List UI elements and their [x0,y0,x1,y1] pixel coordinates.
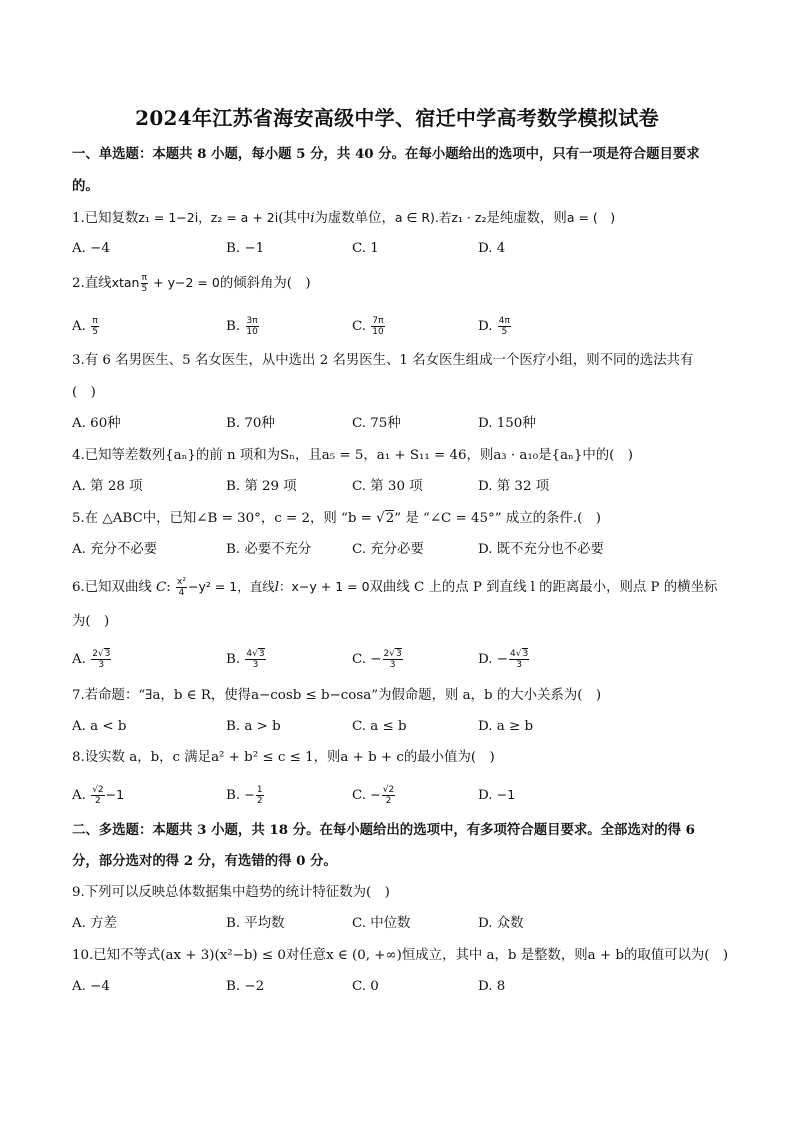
q2-opt-d-label: D. [478,319,497,334]
q3-option-a: A. 60种 [72,416,121,431]
q2-opt-a-den: 5 [92,327,98,337]
q2-expr-b: + y−2 = 0 [149,275,220,290]
q1-option-c: C. 1 [352,241,379,256]
q2-opt-c-num: 7π [372,316,384,326]
q8-opt-d-label: D. [478,788,497,803]
question-9-stem: 9.下列可以反映总体数据集中趋势的统计特征数为( ) [72,885,390,900]
question-2-stem [72,273,311,294]
section2-text-cont: 分，部分选对的得 2 分，有选错的得 0 分。 [72,853,337,869]
q6-opt-c-den: 3 [389,660,396,670]
q6-option-c [352,649,404,670]
q1-option-b: B. −1 [226,241,265,256]
q1-option-d: D. 4 [478,241,506,256]
q6-opt-a-coef: 2 [92,649,98,659]
q6-opt-c-num: 2√3 [383,649,402,659]
q8-opt-c-frac [382,785,395,806]
q6-opt-d-sign: − [496,652,509,667]
q8-option-a [72,785,124,806]
q8-opt-b-num: 1 [256,785,263,795]
q8-opt-b-frac [256,785,264,806]
q6-opt-c-label: C. [352,652,371,667]
q8-opt-a-den: 2 [95,796,101,806]
q1-ask: a = ( ) [566,210,616,225]
q10-option-a: A. −4 [72,979,110,994]
q8-opt-d-tail: −1 [496,787,516,802]
q3-option-c: C. 75种 [352,416,401,431]
q6-text-b: 双曲线 C 上的点 P 到直线 l 的距离最小，则点 P 的横坐标 [369,580,718,595]
section1-text-cont: 的。 [72,178,99,194]
q5-sqrt: √2 [376,511,395,526]
q6-opt-d-den: 3 [516,660,522,670]
q6-opt-b-label: B. [226,652,245,667]
q8-opt-c-num: √2 [382,785,395,795]
q6-line-name: l [274,580,280,595]
q6-opt-a-label: A. [72,652,91,667]
q6-opt-a-rad: 3 [104,649,111,659]
q8-opt-b-label: B. [226,788,245,803]
q1-i-var: i [310,211,315,226]
q2-expr-a: xtan [111,275,140,290]
q2-opt-b-den: 10 [246,327,258,337]
q5-text-a: 5.在 △ABC中，已知∠B = 30°，c = 2，则 “b = [72,511,377,526]
q7-option-c: C. a ≤ b [352,719,407,734]
q8-opt-a-frac [91,785,104,806]
section1-text: 本题共 8 小题，每小题 5 分，共 40 分。在每小题给出的选项中，只有一项是符合题目要求 [152,146,700,162]
q6-opt-a-frac [91,649,111,670]
q6-expr: −y² = 1，直线 [187,579,275,594]
q6-expr2: ：x−y + 1 = 0 [279,579,370,594]
q6-opt-b-num: 4√3 [246,649,265,659]
q10-option-c: C. 0 [352,979,379,994]
q9-option-b: B. 平均数 [226,916,285,931]
q6-option-a [72,649,112,670]
q6-option-d [478,649,530,670]
q4-option-d: D. 第 32 项 [478,479,550,494]
q6-option-b [226,649,267,670]
q8-opt-a-tail: −1 [105,787,125,802]
q2-opt-b-num: 3π [246,316,258,326]
q6-opt-b-coef: 4 [246,649,253,659]
q9-option-a: A. 方差 [72,916,117,931]
q8-option-b [226,785,265,806]
q5-option-c: C. 充分必要 [352,542,424,557]
q1-condition: a ∈ R).若z₁ · z₂ [394,210,487,225]
q8-opt-c-sign: − [370,787,381,802]
q7-option-d: D. a ≥ b [478,719,534,734]
q8-opt-c-label: C. [352,788,371,803]
question-3-stem: 3.有 6 名男医生、5 名女医生，从中选出 2 名男医生、1 名女医生组成一个医疗小组，则不同的选法共有 [72,353,694,368]
q2-opt-a-num: π [92,316,98,326]
q6-text-a: 6.已知双曲线 [72,580,156,595]
q2-opt-a-label: A. [72,319,91,334]
q8-opt-a-num: √2 [92,785,104,795]
question-6-stem: 6.已知双曲线 C: $\frac{\text{x²}}{4}$ −y² = 1，直线l：x−y + 1 = 0双曲线 C 上的点 P 到直线 l 的距离最小，则点 P 的横坐标 [72,577,718,598]
q2-opt-c-label: C. [352,319,371,334]
q9-option-d: D. 众数 [478,916,524,931]
question-6-stem-cont: 为( ) [72,614,110,629]
question-3-stem-cont: ( ) [72,385,96,400]
q2-option-c [352,316,386,337]
q4-option-a: A. 第 28 项 [72,479,143,494]
q4-option-b: B. 第 29 项 [226,479,297,494]
question-8-stem: 8.设实数 a，b，c 满足a² + b² ≤ c ≤ 1，则a + b + c的最小值为( ) [72,750,495,765]
q2-frac-num: π [141,273,148,283]
q1-option-a: A. −4 [72,241,110,256]
q5-option-d: D. 既不充分也不必要 [478,542,604,557]
section1-intro [72,144,700,165]
q1-text-d: 是纯虚数，则 [486,211,567,226]
q6-opt-d-label: D. [478,652,497,667]
q3-option-d: D. 150种 [478,416,536,431]
q6-opt-c-coef: 2 [383,649,390,659]
q6-opt-c-sign: − [370,652,382,667]
q1-text-c: 为虚数单位， [314,211,395,226]
q6-fraction [176,577,187,598]
q3-option-b: B. 70种 [226,416,275,431]
q8-opt-c-den: 2 [385,796,392,806]
q8-option-c [352,785,396,806]
q9-option-c: C. 中位数 [352,916,411,931]
q7-option-a: A. a < b [72,719,127,734]
q2-opt-b-frac [245,316,258,337]
q2-opt-b-label: B. [226,319,245,334]
q5-sqrt-radicand: 2 [385,511,395,526]
question-4-stem: 4.已知等差数列{aₙ}的前 n 项和为Sₙ，且a₅ = 5，a₁ + S₁₁ = 46，则a₃ · a₁₀是{aₙ}中的( ) [72,448,633,463]
q6-opt-d-coef: 4 [510,649,516,659]
q6-opt-a-den: 3 [98,660,105,670]
q6-frac-num: x² [177,577,186,587]
question-5-stem [72,509,601,529]
q5-option-a: A. 充分不必要 [72,542,158,557]
section2-intro [72,820,695,841]
question-10-stem: 10.已知不等式(ax + 3)(x²−b) ≤ 0对任意x ∈ (0, +∞)恒成立，其中 a，b 是整数，则a + b的取值可以为( ) [72,948,729,963]
question-7-stem: 7.若命题：“∃a，b ∈ R，使得a−cosb ≤ b−cosa”为假命题，则 a，b 的大小关系为( ) [72,688,602,703]
q6-opt-b-frac [245,649,265,670]
q2-frac-den: 5 [141,284,148,294]
q6-curve-name: C [156,580,167,595]
q2-opt-c-frac [371,316,384,337]
q6-opt-c-frac [383,649,403,670]
q6-opt-d-rad: 3 [522,649,529,659]
q8-opt-b-den: 2 [256,796,263,806]
q2-opt-c-den: 10 [372,327,384,337]
q2-opt-d-den: 5 [501,327,508,337]
q2-opt-d-frac [498,316,511,337]
section2-heading: 二、多选题： [72,822,153,838]
q7-option-b: B. a > b [226,719,281,734]
q5-option-b: B. 必要不充分 [226,542,312,557]
q2-opt-d-num: 4π [498,316,510,326]
q6-opt-a-num: 2√3 [92,649,111,659]
q10-option-b: B. −2 [226,979,265,994]
q2-option-d [478,316,512,337]
q2-fraction [140,273,148,294]
q5-text-b: ” 是 “∠C = 45°” 成立的条件.( ) [394,511,601,526]
q2-text-a: 2.直线 [72,276,112,291]
q2-option-a [72,316,100,337]
section1-heading: 一、单选题： [72,146,153,162]
q8-opt-b-sign: − [244,787,255,802]
section2-text: 本题共 3 小题，共 18 分。在每小题给出的选项中，有多项符合题目要求。全部选对的得 6 [152,822,695,838]
q6-opt-b-den: 3 [252,660,259,670]
page-title: 2024年江苏省海安高级中学、宿迁中学高考数学模拟试卷 [135,106,659,130]
q10-option-d: D. 8 [478,979,506,994]
q6-opt-c-rad: 3 [396,649,402,659]
question-1-stem [72,208,615,229]
q4-option-c: C. 第 30 项 [352,479,423,494]
q1-text-b: (其中 [278,211,311,226]
q2-text-b: 的倾斜角为( ) [219,276,311,291]
q1-text-a: 1.已知复数 [72,211,139,226]
q2-option-b [226,316,260,337]
q8-option-d [478,785,515,806]
q6-frac-den: 4 [178,588,185,598]
q1-z-values: z₁ = 1−2i，z₂ = a + 2i [138,210,279,225]
q6-opt-d-num: 4√3 [510,649,529,659]
q6-opt-b-rad: 3 [258,649,265,659]
q2-opt-a-frac [91,316,99,337]
q6-opt-d-frac [509,649,529,670]
q8-opt-a-label: A. [72,788,91,803]
